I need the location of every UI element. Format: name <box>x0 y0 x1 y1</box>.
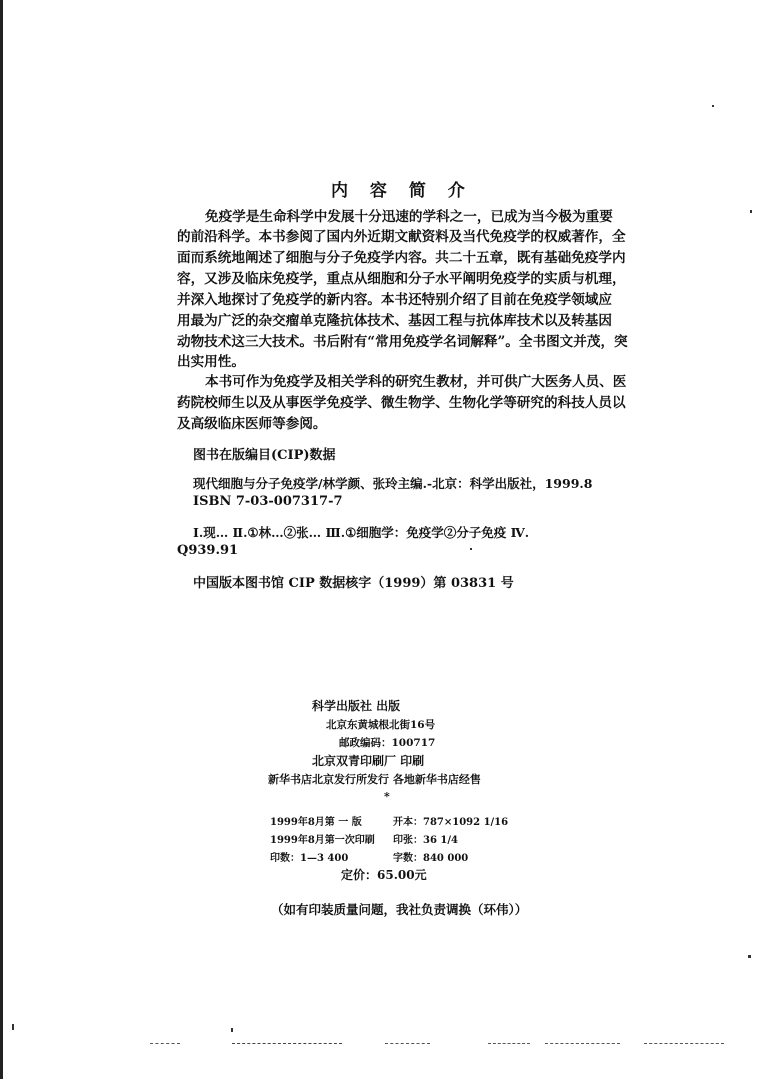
intro-line: 容，又涉及临床免疫学，重点从细胞和分子水平阐明免疫学的实质与机理， <box>177 271 626 287</box>
publisher-address: 北京东黄城根北街16号 <box>326 719 436 731</box>
scan-speck <box>231 1028 233 1032</box>
scan-dash <box>232 1043 342 1046</box>
intro-line: 本书可作为免疫学及相关学科的研究生教材，并可供广大医务人员、医 <box>205 374 627 390</box>
cip-subjects: Ⅰ.现… Ⅱ.①林…②张… Ⅲ.①细胞学：免疫学②分子免疫 Ⅳ. <box>193 525 530 540</box>
print-run-info: 1999年8月第一次印刷 <box>270 835 375 846</box>
scan-left-border <box>0 0 3 1079</box>
scan-dash <box>150 1043 180 1046</box>
scan-dash <box>488 1043 530 1046</box>
word-count-info: 字数：840 000 <box>393 853 469 864</box>
intro-line: 药院校师生以及从事医学免疫学、微生物学、生物化学等研究的科技人员以 <box>177 395 626 411</box>
intro-line: 用最为广泛的杂交瘤单克隆抗体技术、基因工程与抗体库技术以及转基因 <box>177 313 612 329</box>
printer-name: 北京双青印刷厂 印刷 <box>312 754 425 768</box>
scan-dash <box>644 1043 724 1046</box>
intro-line: 及高级临床医师等参阅。 <box>177 416 327 432</box>
publisher-postcode: 邮政编码：100717 <box>339 737 436 749</box>
distribution-line: 新华书店北京发行所发行 各地新华书店经售 <box>268 773 481 786</box>
cip-isbn: ISBN 7-03-007317-7 <box>193 494 343 509</box>
price-info: 定价：65.00元 <box>341 868 427 882</box>
section-title: 内 容 简 介 <box>331 181 473 201</box>
intro-line: 免疫学是生命科学中发展十分迅速的学科之一，已成为当今极为重要 <box>205 209 613 225</box>
intro-line: 出实用性。 <box>177 354 245 370</box>
format-info: 开本：787×1092 1/16 <box>393 817 509 828</box>
intro-line: 动物技术这三大技术。书后附有“常用免疫学名词解释”。全书图文并茂，突 <box>177 334 628 350</box>
publisher-name: 科学出版社 出版 <box>312 699 401 713</box>
scan-dash <box>385 1043 430 1046</box>
cip-heading: 图书在版编目(CIP)数据 <box>193 448 336 463</box>
scan-speck <box>12 1024 14 1030</box>
intro-line: 的前沿科学。本书参阅了国内外近期文献资料及当代免疫学的权威著作，全 <box>177 229 626 245</box>
intro-line: 面而系统地阐述了细胞与分子免疫学内容。共二十五章，既有基础免疫学内 <box>177 250 626 266</box>
cip-approval-number: 中国版本图书馆 CIP 数据核字（1999）第 03831 号 <box>193 576 514 591</box>
cip-classification: Q939.91 <box>177 543 239 558</box>
quality-note: （如有印装质量问题，我社负责调换（环伟）） <box>271 902 528 917</box>
edition-info: 1999年8月第 一 版 <box>270 817 362 828</box>
scan-dash <box>545 1043 620 1046</box>
scan-speck <box>748 955 751 958</box>
cip-record: 现代细胞与分子免疫学/林学颜、张玲主编.-北京：科学出版社，1999.8 <box>193 476 593 491</box>
copies-info: 印数：1—3 400 <box>270 853 349 864</box>
sheets-info: 印张：36 1/4 <box>393 835 458 846</box>
scan-speck <box>750 210 752 213</box>
intro-line: 并深入地探讨了免疫学的新内容。本书还特别介绍了目前在免疫学领域应 <box>177 292 612 308</box>
scan-speck <box>470 548 472 550</box>
scan-speck <box>712 105 714 107</box>
divider-star: * <box>384 790 390 803</box>
